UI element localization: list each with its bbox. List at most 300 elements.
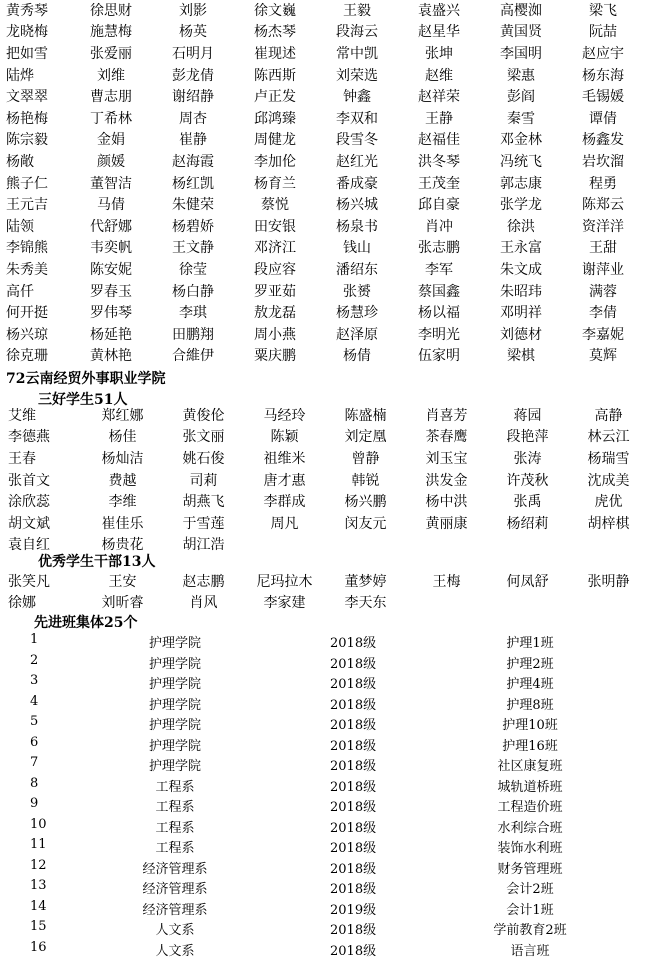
person-name: 高仟 [6, 283, 34, 300]
person-name: 王甜 [589, 240, 617, 257]
person-name: 胡梓棋 [587, 515, 630, 532]
person-name: 张涛 [513, 450, 542, 467]
person-name: 王毅 [343, 2, 371, 19]
person-name: 满蓉 [589, 283, 617, 300]
table-row [0, 733, 657, 754]
person-name: 董智洁 [90, 175, 132, 192]
person-name: 谢绍静 [172, 89, 214, 106]
row-number: 8 [30, 775, 39, 791]
row-number: 13 [30, 878, 47, 893]
person-name: 刘影 [179, 2, 207, 19]
grade: 2018级 [330, 841, 377, 856]
grade: 2018级 [330, 697, 377, 713]
table-row [0, 835, 657, 856]
class-name: 护理2班 [506, 656, 554, 672]
class-name: 财务管理班 [497, 861, 563, 877]
person-name: 李德燕 [8, 429, 50, 446]
person-name: 高静 [594, 407, 623, 424]
person-name: 石明月 [172, 45, 214, 62]
row-number: 11 [30, 837, 47, 852]
table-row [0, 815, 657, 836]
person-name: 肖冲 [425, 218, 453, 235]
person-name: 袁自红 [8, 537, 50, 554]
person-name: 朱健荣 [172, 197, 214, 214]
person-name: 文翠翠 [6, 89, 48, 106]
grade: 2019级 [330, 902, 377, 918]
class-name: 护理1班 [506, 636, 554, 651]
person-name: 王春 [8, 450, 36, 467]
person-name: 段应容 [254, 261, 296, 278]
name-row [0, 570, 657, 592]
grade: 2018级 [330, 636, 377, 651]
person-name: 张禹 [513, 494, 542, 511]
table-row [0, 938, 657, 959]
person-name: 赵祥荣 [418, 89, 460, 106]
name-row [0, 447, 657, 469]
banji-heading: 先进班集体25个 [34, 615, 138, 631]
person-name: 黄俊伦 [182, 407, 225, 424]
person-name: 谢萍业 [582, 261, 624, 278]
department: 护理学院 [148, 656, 201, 672]
sanhao-name-list [0, 404, 657, 555]
row-number: 12 [30, 857, 47, 873]
person-name: 李锦熊 [6, 240, 48, 257]
person-name: 赵应宇 [582, 45, 624, 62]
table-row [0, 753, 657, 774]
person-name: 伍家明 [418, 348, 460, 365]
person-name: 代舒娜 [90, 218, 132, 235]
person-name: 茶春鹰 [425, 429, 468, 446]
class-name: 护理10班 [502, 718, 558, 733]
person-name: 张志鹏 [418, 240, 460, 257]
department: 工程系 [155, 820, 195, 836]
grade: 2018级 [330, 800, 377, 815]
department: 护理学院 [148, 677, 201, 692]
person-name: 罗亚茹 [254, 283, 296, 300]
person-name: 马经玲 [263, 407, 306, 424]
person-name: 黄林艳 [90, 348, 132, 365]
person-name: 沈成美 [587, 472, 630, 489]
person-name: 王文静 [172, 240, 214, 257]
table-row [0, 794, 657, 815]
grade: 2018级 [330, 656, 377, 672]
person-name: 张首文 [8, 472, 50, 489]
person-name: 张明静 [587, 573, 630, 590]
person-name: 赵泽原 [336, 326, 378, 343]
department: 经济管理系 [142, 882, 208, 897]
person-name: 周杏 [179, 110, 207, 127]
person-name: 段雪冬 [336, 132, 378, 149]
person-name: 李琪 [179, 305, 207, 322]
department: 工程系 [155, 841, 195, 856]
person-name: 李军 [425, 261, 453, 278]
person-name: 刘维 [97, 67, 125, 84]
person-name: 杨育兰 [254, 175, 296, 192]
person-name: 曾静 [351, 450, 380, 467]
person-name: 刘玉宝 [425, 450, 468, 467]
name-row [0, 193, 657, 215]
person-name: 冯统飞 [500, 153, 542, 170]
person-name: 徐思财 [90, 2, 132, 19]
person-name: 杨兴城 [336, 197, 378, 214]
row-number: 7 [30, 755, 39, 770]
person-name: 蔡国鑫 [418, 283, 460, 300]
grade: 2018级 [330, 759, 377, 774]
grade: 2018级 [330, 677, 377, 692]
person-name: 陆领 [6, 218, 34, 235]
person-name: 赵志鹏 [182, 573, 225, 590]
person-name: 徐克珊 [6, 348, 48, 365]
row-number: 15 [30, 919, 47, 934]
person-name: 把如雪 [6, 45, 48, 62]
name-row [0, 64, 657, 86]
class-name: 护理16班 [502, 738, 558, 754]
department: 经济管理系 [142, 861, 208, 877]
person-name: 司莉 [189, 472, 218, 489]
person-name: 赵红光 [336, 153, 378, 170]
person-name: 杨英 [179, 24, 207, 41]
person-name: 罗伟琴 [90, 305, 132, 322]
person-name: 杨倩 [343, 348, 371, 365]
person-name: 杨杰琴 [254, 24, 296, 41]
person-name: 周凡 [270, 515, 299, 532]
person-name: 赵星华 [418, 24, 460, 41]
person-name: 罗春玉 [90, 283, 132, 300]
person-name: 杨鑫发 [582, 132, 624, 149]
person-name: 陈宗毅 [6, 132, 48, 149]
person-name: 李双和 [336, 110, 378, 127]
person-name: 董梦婷 [344, 573, 387, 590]
person-name: 朱文成 [500, 261, 542, 278]
row-number: 14 [30, 898, 47, 914]
name-row [0, 129, 657, 151]
person-name: 阮喆 [589, 24, 617, 41]
advanced-class-table [0, 630, 657, 958]
name-row [0, 426, 657, 448]
row-number: 9 [30, 796, 39, 811]
person-name: 粟庆鹏 [254, 348, 296, 365]
person-name: 杨红凯 [172, 175, 214, 192]
class-name: 工程造价班 [497, 800, 563, 815]
person-name: 钟鑫 [343, 89, 371, 106]
person-name: 杨以福 [418, 305, 460, 322]
person-name: 黄丽康 [425, 515, 468, 532]
name-row [0, 215, 657, 237]
person-name: 陈安妮 [90, 261, 132, 278]
person-name: 徐文巍 [254, 2, 296, 19]
person-name: 王静 [425, 110, 453, 127]
grade: 2018级 [330, 861, 377, 877]
person-name: 张学龙 [500, 197, 542, 214]
person-name: 林云江 [587, 429, 630, 446]
department: 护理学院 [148, 738, 201, 754]
person-name: 程勇 [589, 175, 617, 192]
table-row [0, 712, 657, 733]
person-name: 金娟 [97, 132, 125, 149]
person-name: 周健龙 [254, 132, 296, 149]
row-number: 1 [30, 632, 39, 647]
person-name: 岩坎溜 [582, 153, 624, 170]
row-number: 3 [30, 673, 39, 688]
name-row [0, 404, 657, 426]
person-name: 高樱洳 [500, 2, 542, 19]
person-name: 李维 [108, 494, 137, 511]
table-row [0, 630, 657, 651]
person-name: 胡江浩 [182, 537, 225, 554]
grade: 2018级 [330, 943, 377, 959]
person-name: 尼玛拉木 [256, 573, 313, 590]
person-name: 陈颖 [270, 429, 299, 446]
person-name: 蒋园 [513, 407, 542, 424]
class-name: 学前教育2班 [493, 923, 567, 938]
person-name: 崔佳乐 [101, 515, 144, 532]
name-row [0, 258, 657, 280]
grade: 2018级 [330, 779, 377, 795]
grade: 2018级 [330, 923, 377, 938]
person-name: 卢正发 [254, 89, 296, 106]
person-name: 赵福佳 [418, 132, 460, 149]
person-name: 曹志朋 [90, 89, 132, 106]
department: 工程系 [155, 779, 195, 795]
person-name: 梁飞 [589, 2, 617, 19]
person-name: 资洋洋 [582, 218, 624, 235]
person-name: 杨东海 [582, 67, 624, 84]
person-name: 段海云 [336, 24, 378, 41]
row-number: 16 [30, 939, 47, 955]
person-name: 张笑凡 [8, 573, 50, 590]
person-name: 赵维 [425, 67, 453, 84]
table-row [0, 856, 657, 877]
person-name: 闵友元 [344, 515, 387, 532]
table-row [0, 876, 657, 897]
person-name: 杨贵花 [101, 537, 144, 554]
person-name: 崔静 [179, 132, 207, 149]
person-name: 钱山 [343, 240, 371, 257]
person-name: 梁棋 [507, 348, 535, 365]
person-name: 袁盛兴 [418, 2, 460, 19]
department: 护理学院 [148, 636, 201, 651]
person-name: 王安 [108, 573, 137, 590]
person-name: 杨慧珍 [336, 305, 378, 322]
name-row [0, 592, 657, 614]
person-name: 番成豪 [336, 175, 378, 192]
person-name: 杨艳梅 [6, 110, 48, 127]
person-name: 敖龙磊 [254, 305, 296, 322]
person-name: 邱自豪 [418, 197, 460, 214]
department: 护理学院 [148, 697, 201, 713]
person-name: 杨延艳 [90, 326, 132, 343]
person-name: 崔现述 [254, 45, 296, 62]
person-name: 杨白静 [172, 283, 214, 300]
person-name: 唐才惠 [263, 472, 306, 489]
name-row [0, 21, 657, 43]
person-name: 徐莹 [179, 261, 207, 278]
person-name: 田安银 [254, 218, 296, 235]
person-name: 田鹏翔 [172, 326, 214, 343]
table-row [0, 897, 657, 918]
name-row [0, 469, 657, 491]
person-name: 虎优 [594, 494, 623, 511]
grade: 2018级 [330, 882, 377, 897]
class-name: 城轨道桥班 [497, 779, 563, 795]
person-name: 姚石俊 [182, 450, 225, 467]
person-name: 常中凯 [336, 45, 378, 62]
person-name: 段艳萍 [506, 429, 549, 446]
person-name: 施慧梅 [90, 24, 132, 41]
person-name: 陈西斯 [254, 67, 296, 84]
person-name: 肖风 [189, 595, 218, 612]
person-name: 马倩 [97, 197, 125, 214]
person-name: 龙晓梅 [6, 24, 48, 41]
table-row [0, 651, 657, 672]
name-row [0, 512, 657, 534]
class-name: 语言班 [510, 943, 550, 959]
person-name: 邓金林 [500, 132, 542, 149]
person-name: 黄秀琴 [6, 2, 48, 19]
person-name: 赵海霞 [172, 153, 214, 170]
person-name: 黄国贤 [500, 24, 542, 41]
person-name: 李明光 [418, 326, 460, 343]
person-name: 杨敞 [6, 153, 34, 170]
department: 人文系 [155, 923, 195, 938]
person-name: 韦奕帆 [90, 240, 132, 257]
department: 经济管理系 [142, 902, 208, 918]
person-name: 秦雪 [507, 110, 535, 127]
person-name: 合維伊 [172, 348, 214, 365]
person-name: 杨灿洁 [101, 450, 144, 467]
person-name: 刘定凰 [344, 429, 387, 446]
person-name: 彭龙倩 [172, 67, 214, 84]
person-name: 李群成 [263, 494, 306, 511]
person-name: 陆烨 [6, 67, 34, 84]
person-name: 徐洪 [507, 218, 535, 235]
person-name: 刘德材 [500, 326, 542, 343]
person-name: 彭阎 [507, 89, 535, 106]
person-name: 颜媛 [97, 153, 125, 170]
person-name: 潘绍东 [336, 261, 378, 278]
person-name: 张坤 [425, 45, 453, 62]
person-name: 邱鸿臻 [254, 110, 296, 127]
name-row [0, 172, 657, 194]
row-number: 5 [30, 714, 39, 729]
school-title: 72云南经贸外事职业学院 [6, 371, 166, 387]
person-name: 谭倩 [589, 110, 617, 127]
person-name: 胡燕飞 [182, 494, 225, 511]
row-number: 4 [30, 693, 39, 709]
person-name: 莫辉 [589, 348, 617, 365]
person-name: 张文丽 [182, 429, 225, 446]
person-name: 邓明祥 [500, 305, 542, 322]
person-name: 李天东 [344, 595, 387, 612]
name-row [0, 42, 657, 64]
person-name: 王梅 [432, 573, 461, 590]
person-name: 王元吉 [6, 197, 48, 214]
row-number: 2 [30, 652, 39, 668]
name-row [0, 301, 657, 323]
person-name: 朱昭玮 [500, 283, 542, 300]
department: 工程系 [155, 800, 195, 815]
class-name: 水利综合班 [497, 820, 563, 836]
name-row [0, 85, 657, 107]
person-name: 李加伦 [254, 153, 296, 170]
person-name: 李国明 [500, 45, 542, 62]
person-name: 杨兴鹏 [344, 494, 387, 511]
person-name: 王茂奎 [418, 175, 460, 192]
person-name: 杨瑞雪 [587, 450, 630, 467]
row-number: 10 [30, 816, 47, 832]
name-row [0, 150, 657, 172]
person-name: 郭志康 [500, 175, 542, 192]
person-name: 张爱丽 [90, 45, 132, 62]
person-name: 洪冬琴 [418, 153, 460, 170]
class-name: 会计1班 [506, 902, 554, 918]
name-row [0, 490, 657, 512]
person-name: 杨泉书 [336, 218, 378, 235]
person-name: 于雪莲 [182, 515, 225, 532]
person-name: 许茂秋 [506, 472, 549, 489]
person-name: 熊子仁 [6, 175, 48, 192]
row-number: 6 [30, 734, 39, 750]
person-name: 徐娜 [8, 595, 36, 612]
person-name: 杨兴琼 [6, 326, 48, 343]
person-name: 刘昕睿 [101, 595, 144, 612]
grade: 2018级 [330, 738, 377, 754]
person-name: 杨绍莉 [506, 515, 549, 532]
name-list-continued [0, 0, 657, 366]
person-name: 丁希林 [90, 110, 132, 127]
person-name: 李家建 [263, 595, 306, 612]
person-name: 杨佳 [108, 429, 137, 446]
class-name: 社区康复班 [497, 759, 563, 774]
name-row [0, 0, 657, 21]
name-row [0, 237, 657, 259]
person-name: 何开挺 [6, 305, 48, 322]
person-name: 何凤舒 [506, 573, 549, 590]
person-name: 朱秀美 [6, 261, 48, 278]
class-name: 会计2班 [506, 882, 554, 897]
person-name: 郑红娜 [101, 407, 144, 424]
grade: 2018级 [330, 820, 377, 836]
person-name: 涂欣蕊 [8, 494, 50, 511]
person-name: 张赟 [343, 283, 371, 300]
person-name: 李嘉妮 [582, 326, 624, 343]
person-name: 费越 [108, 472, 137, 489]
person-name: 李倩 [589, 305, 617, 322]
name-row [0, 107, 657, 129]
person-name: 洪发金 [425, 472, 468, 489]
person-name: 杨中洪 [425, 494, 468, 511]
person-name: 胡文斌 [8, 515, 50, 532]
department: 护理学院 [148, 759, 201, 774]
department: 护理学院 [148, 718, 201, 733]
person-name: 陈盛楠 [344, 407, 387, 424]
class-name: 护理8班 [506, 697, 554, 713]
sanhao-heading: 三好学生51人 [38, 392, 128, 408]
table-row [0, 671, 657, 692]
ganbu-heading: 优秀学生干部13人 [38, 554, 156, 570]
person-name: 蔡悦 [261, 197, 289, 214]
ganbu-name-list [0, 570, 657, 613]
department: 人文系 [155, 943, 195, 959]
name-row [0, 345, 657, 367]
class-name: 护理4班 [506, 677, 554, 692]
class-name: 装饰水利班 [497, 841, 563, 856]
table-row [0, 692, 657, 713]
table-row [0, 917, 657, 938]
person-name: 王永富 [500, 240, 542, 257]
person-name: 祖维米 [263, 450, 306, 467]
person-name: 陈郑云 [582, 197, 624, 214]
